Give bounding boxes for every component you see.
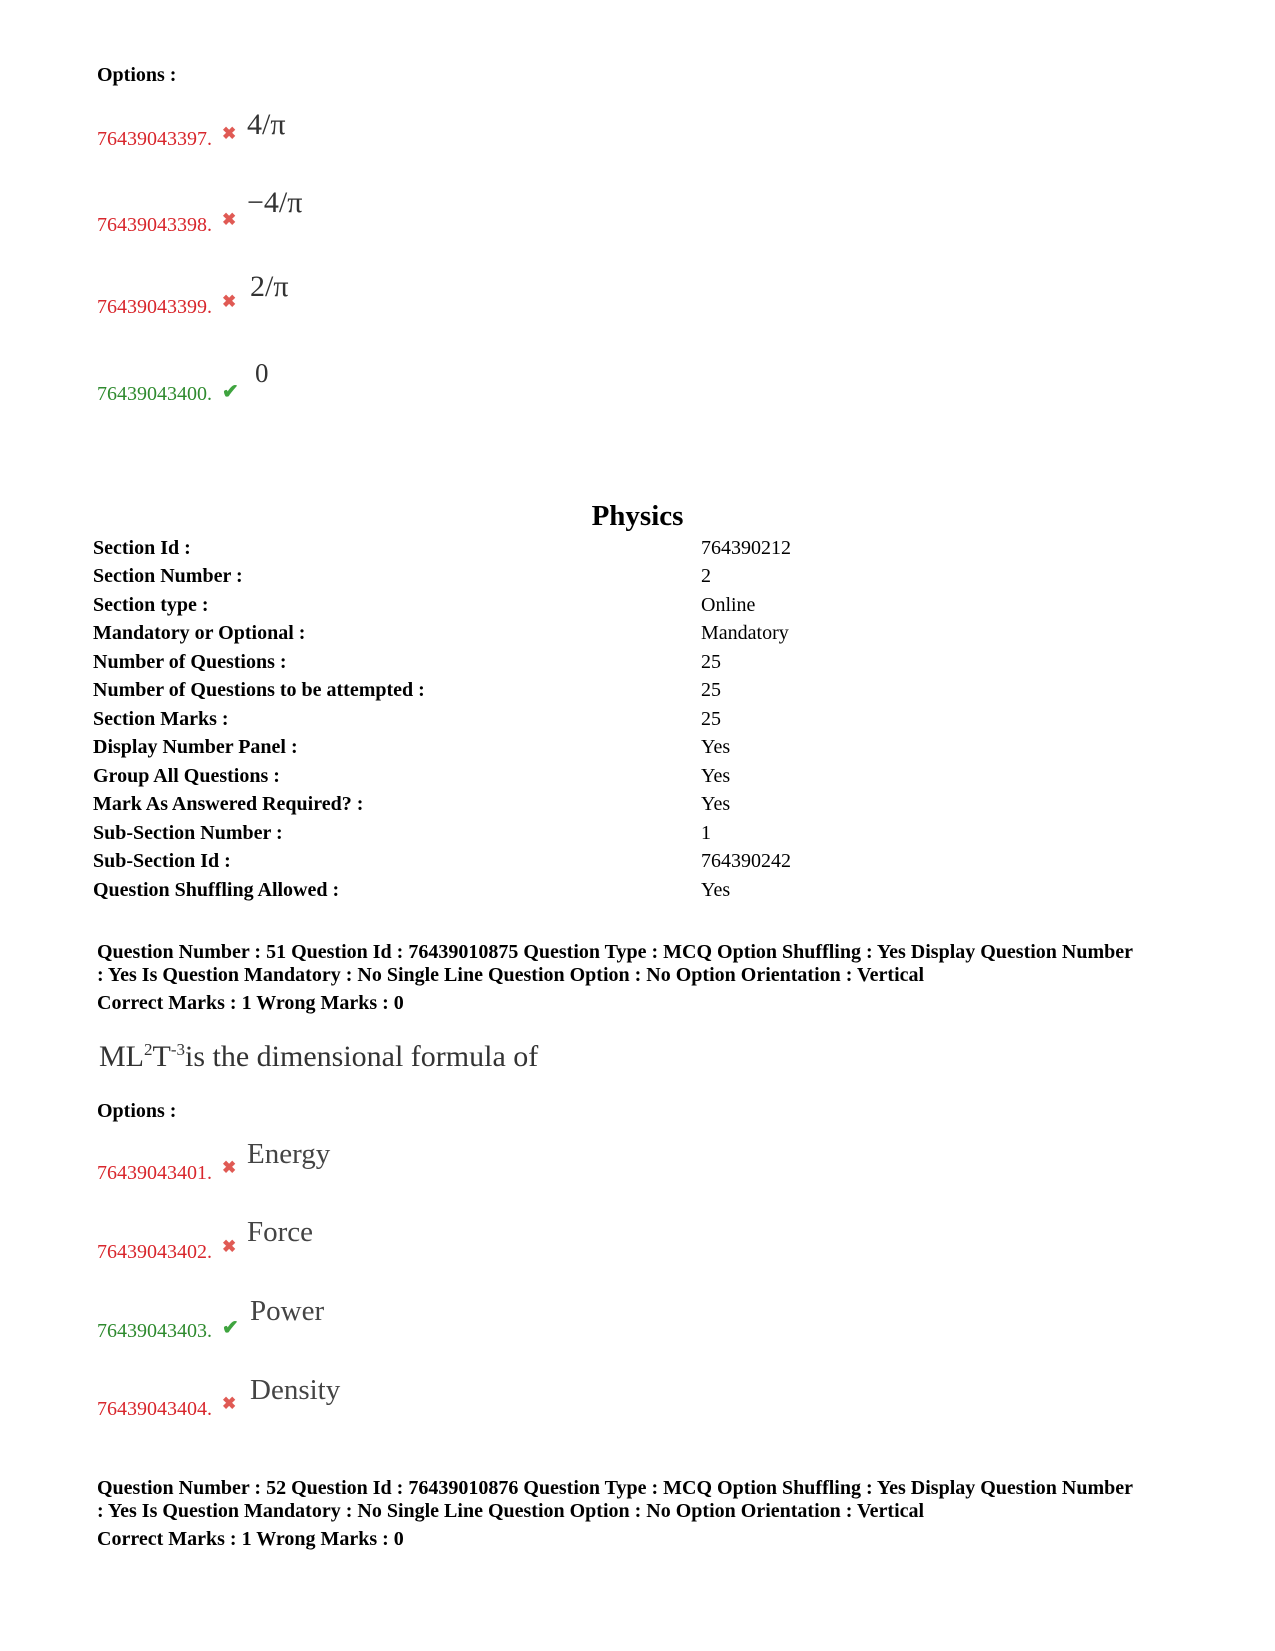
- cross-icon: ✖: [222, 292, 237, 311]
- question-header-line: : Yes Is Question Mandatory : No Single Line Question Option : No Option Orientation : Vertical: [97, 1500, 925, 1522]
- option-value: 2/π: [250, 270, 289, 303]
- info-key: Section Id :: [93, 537, 191, 559]
- question-header-line: Question Number : 51 Question Id : 76439010875 Question Type : MCQ Option Shuffling : Yes Display Question Number: [97, 941, 1134, 963]
- info-value: Online: [701, 594, 756, 616]
- question-text: [99, 1040, 538, 1074]
- info-row: [93, 651, 893, 678]
- cross-icon: ✖: [222, 1158, 237, 1177]
- info-key: Section Number :: [93, 565, 243, 587]
- option-id: 76439043400.: [97, 383, 212, 405]
- info-value: Mandatory: [701, 622, 789, 644]
- info-row: [93, 708, 893, 735]
- info-row: [93, 793, 893, 820]
- info-value: Yes: [701, 793, 731, 815]
- info-value: 2: [701, 565, 711, 587]
- info-key: Number of Questions :: [93, 651, 287, 673]
- cross-icon: ✖: [222, 1394, 237, 1413]
- info-key: Mandatory or Optional :: [93, 622, 306, 644]
- info-value: 1: [701, 822, 711, 844]
- option-id: 76439043403.: [97, 1320, 212, 1342]
- info-row: [93, 822, 893, 849]
- option-id: 76439043402.: [97, 1241, 212, 1263]
- info-row: [93, 679, 893, 706]
- options-label: Options :: [97, 1100, 177, 1122]
- info-key: Question Shuffling Allowed :: [93, 879, 340, 901]
- question-51-header: [97, 941, 1207, 1015]
- section-title: Physics: [591, 500, 684, 532]
- option-value: Power: [250, 1295, 325, 1327]
- info-key: Section type :: [93, 594, 209, 616]
- info-row: [93, 537, 893, 564]
- option-value: Force: [247, 1216, 314, 1248]
- info-row: [93, 736, 893, 763]
- info-row: [93, 622, 893, 649]
- question-marks: Correct Marks : 1 Wrong Marks : 0: [97, 992, 404, 1014]
- option-id: 76439043397.: [97, 128, 212, 150]
- question-header-line: : Yes Is Question Mandatory : No Single Line Question Option : No Option Orientation : Vertical: [97, 964, 925, 986]
- check-icon: ✔: [222, 1317, 239, 1339]
- info-key: Sub-Section Id :: [93, 850, 231, 872]
- cross-icon: ✖: [222, 124, 237, 143]
- info-value: 764390212: [701, 537, 791, 559]
- option-value: 0: [255, 358, 269, 388]
- info-value: 764390242: [701, 850, 791, 872]
- info-row: [93, 850, 893, 877]
- question-52-header: [97, 1477, 1207, 1551]
- question-marks: Correct Marks : 1 Wrong Marks : 0: [97, 1528, 404, 1550]
- info-value: Yes: [701, 765, 731, 787]
- options-label: Options :: [97, 64, 177, 86]
- option-value: Energy: [247, 1138, 331, 1170]
- info-row: [93, 594, 893, 621]
- formula-base: T: [152, 1040, 171, 1073]
- info-row: [93, 565, 893, 592]
- formula-base: ML: [99, 1040, 144, 1073]
- info-value: Yes: [701, 736, 731, 758]
- info-key: Mark As Answered Required? :: [93, 793, 364, 815]
- option-id: 76439043401.: [97, 1162, 212, 1184]
- info-row: [93, 765, 893, 792]
- info-key: Section Marks :: [93, 708, 229, 730]
- option-id: 76439043404.: [97, 1398, 212, 1420]
- formula-exponent: -3: [170, 1040, 185, 1059]
- option-value: −4/π: [247, 186, 303, 219]
- info-value: 25: [701, 651, 721, 673]
- check-icon: ✔: [222, 381, 239, 403]
- question-header-line: Question Number : 52 Question Id : 76439010876 Question Type : MCQ Option Shuffling : Yes Display Question Number: [97, 1477, 1134, 1499]
- info-value: 25: [701, 679, 721, 701]
- info-value: 25: [701, 708, 721, 730]
- cross-icon: ✖: [222, 1237, 237, 1256]
- info-row: [93, 879, 893, 906]
- info-key: Group All Questions :: [93, 765, 280, 787]
- formula-exponent: 2: [144, 1040, 153, 1059]
- info-value: Yes: [701, 879, 731, 901]
- cross-icon: ✖: [222, 210, 237, 229]
- option-value: Density: [250, 1374, 341, 1406]
- info-key: Display Number Panel :: [93, 736, 298, 758]
- option-id: 76439043399.: [97, 296, 212, 318]
- question-body: is the dimensional formula of: [185, 1040, 539, 1073]
- info-key: Sub-Section Number :: [93, 822, 283, 844]
- option-value: 4/π: [247, 108, 286, 141]
- info-key: Number of Questions to be attempted :: [93, 679, 425, 701]
- option-id: 76439043398.: [97, 214, 212, 236]
